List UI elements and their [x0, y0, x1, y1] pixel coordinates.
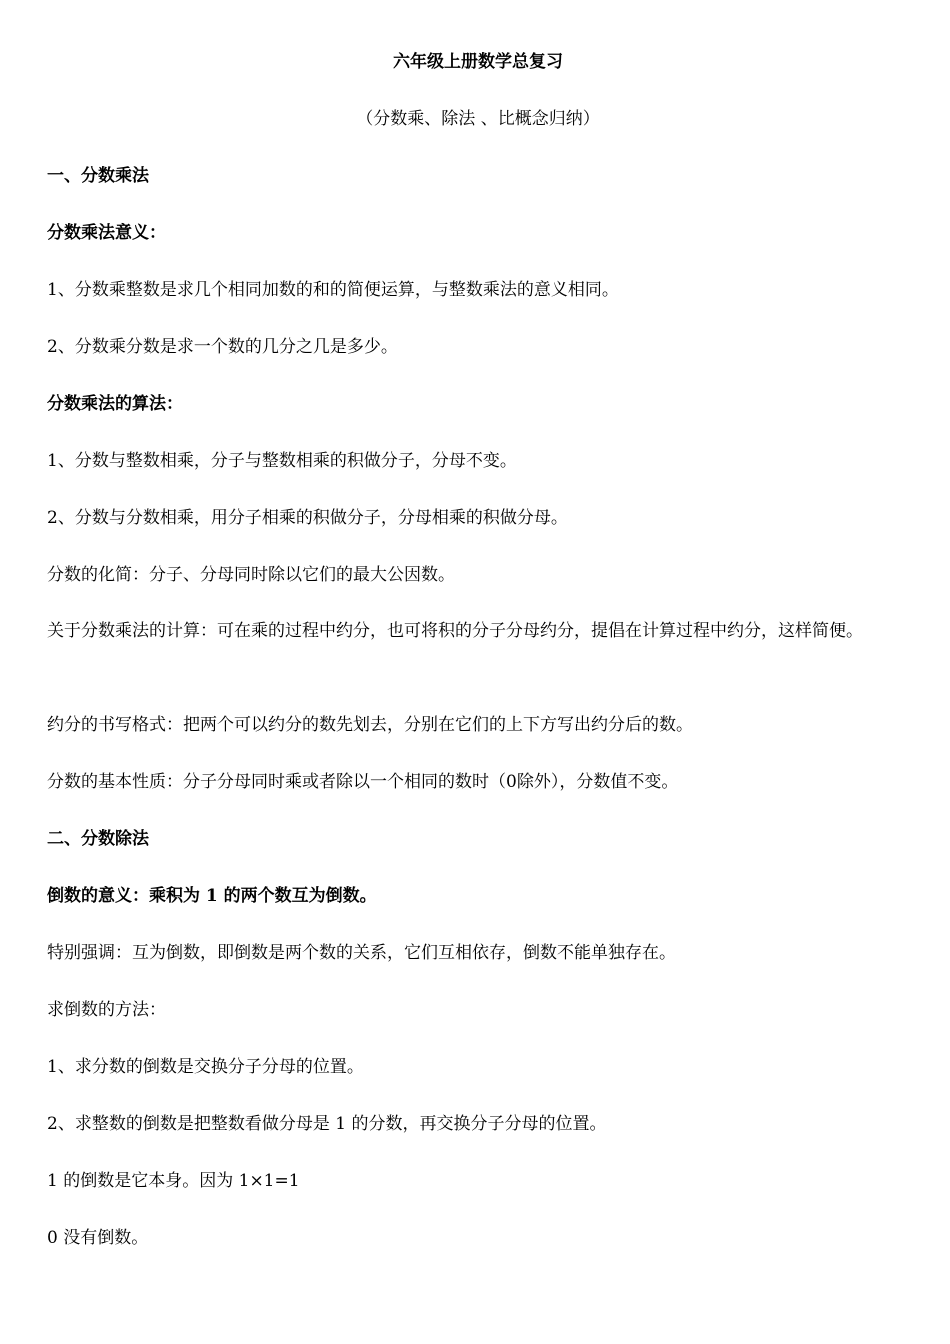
document-page — [47, 0, 909, 1344]
paragraph: 分数的基本性质：分子分母同时乘或者除以一个相同的数时（0除外），分数值不变。 — [47, 772, 679, 792]
subheading-reciprocal-meaning: 倒数的意义：乘积为 1 的两个数互为倒数。 — [47, 886, 377, 906]
paragraph: 2、分数与分数相乘，用分子相乘的积做分子，分母相乘的积做分母。 — [47, 508, 568, 528]
paragraph: 1、分数与整数相乘，分子与整数相乘的积做分子，分母不变。 — [47, 451, 517, 471]
subheading-multiplication-meaning: 分数乘法意义： — [47, 223, 166, 243]
section-heading-fraction-multiplication: 一、分数乘法 — [47, 166, 149, 186]
paragraph: 2、分数乘分数是求一个数的几分之几是多少。 — [47, 337, 398, 357]
paragraph: 1 的倒数是它本身。因为 1×1=1 — [47, 1171, 300, 1191]
paragraph: 求倒数的方法： — [47, 1000, 166, 1020]
paragraph: 特别强调：互为倒数，即倒数是两个数的关系，它们互相依存，倒数不能单独存在。 — [47, 943, 676, 963]
paragraph: 分数的化简：分子、分母同时除以它们的最大公因数。 — [47, 565, 455, 585]
document-title: 六年级上册数学总复习 — [393, 52, 563, 72]
paragraph-multiline: 关于分数乘法的计算：可在乘的过程中约分，也可将积的分子分母约分，提倡在计算过程中约分，这样简便。 — [47, 621, 863, 641]
paragraph: 2、求整数的倒数是把整数看做分母是 1 的分数，再交换分子分母的位置。 — [47, 1114, 607, 1134]
paragraph: 0 没有倒数。 — [47, 1228, 149, 1248]
paragraph: 约分的书写格式：把两个可以约分的数先划去，分别在它们的上下方写出约分后的数。 — [47, 715, 693, 735]
paragraph: 1、求分数的倒数是交换分子分母的位置。 — [47, 1057, 364, 1077]
subheading-multiplication-method: 分数乘法的算法： — [47, 394, 183, 414]
document-subtitle: （分数乘、除法 、比概念归纳） — [356, 109, 600, 129]
paragraph: 1、分数乘整数是求几个相同加数的和的简便运算，与整数乘法的意义相同。 — [47, 280, 619, 300]
section-heading-fraction-division: 二、分数除法 — [47, 829, 149, 849]
